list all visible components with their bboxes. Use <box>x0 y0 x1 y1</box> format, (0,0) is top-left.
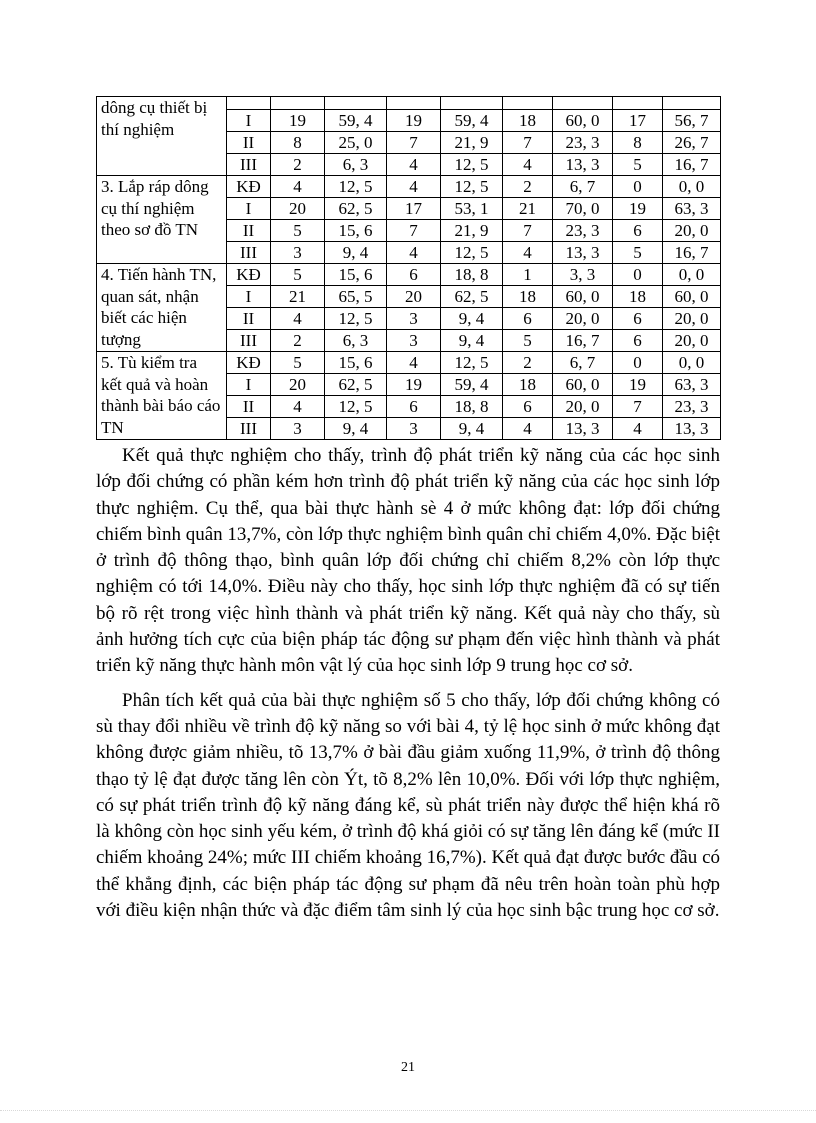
count-cell: 2 <box>503 176 553 198</box>
percent-cell: 25, 0 <box>325 132 387 154</box>
count-cell: 4 <box>503 154 553 176</box>
table-row <box>97 176 721 198</box>
percent-cell: 3, 3 <box>553 264 613 286</box>
level-cell <box>227 97 271 110</box>
percent-cell: 18, 8 <box>441 264 503 286</box>
percent-cell: 62, 5 <box>325 198 387 220</box>
count-cell: 3 <box>387 418 441 440</box>
count-cell: 18 <box>503 110 553 132</box>
percent-cell: 63, 3 <box>663 374 721 396</box>
count-cell: 7 <box>503 132 553 154</box>
criterion-cell: 5. Tù kiểm tra kết quả và hoàn thành bài báo cáo TN <box>97 352 227 440</box>
percent-cell: 23, 3 <box>663 396 721 418</box>
count-cell: 7 <box>503 220 553 242</box>
count-cell: 17 <box>613 110 663 132</box>
page-number: 21 <box>401 1060 415 1075</box>
count-cell: 6 <box>613 220 663 242</box>
count-cell: 19 <box>387 110 441 132</box>
percent-cell: 15, 6 <box>325 264 387 286</box>
level-cell: III <box>227 330 271 352</box>
count-cell: 20 <box>387 286 441 308</box>
percent-cell: 56, 7 <box>663 110 721 132</box>
level-cell: II <box>227 308 271 330</box>
results-table <box>96 96 721 440</box>
paragraph: Kết quả thực nghiệm cho thấy, trình độ phát triển kỹ năng của các học sinh lớp đối chứng có phần kém hơn trình độ phát triển kỹ năng của các học sinh lớp thực nghiệm. Cụ thể, qua bài thực hành sè 4 ở mức không đạt: lớp đối chứng chiếm bình quân 13,7%, còn lớp thực nghiệm bình quân chỉ chiếm 4,0%. Đặc biệt ở trình độ thông thạo, bình quân lớp đối chứng chỉ chiếm 8,2% còn lớp thực nghiệm có tới 14,0%. Điều này cho thấy, học sinh lớp thực nghiệm đã có sự tiến bộ rõ rệt trong việc hình thành và phát triển kỹ năng. Kết quả này cho thấy, sù ảnh hưởng tích cực của biện pháp tác động sư phạm đến việc hình thành và phát triển kỹ năng thực hành môn vật lý của học sinh lớp 9 trung học cơ sở. <box>96 445 720 677</box>
count-cell: 0 <box>613 264 663 286</box>
table-row <box>97 352 721 374</box>
count-cell: 2 <box>503 352 553 374</box>
level-cell: III <box>227 242 271 264</box>
level-cell: II <box>227 220 271 242</box>
level-cell: I <box>227 286 271 308</box>
count-cell: 2 <box>271 154 325 176</box>
percent-cell: 6, 7 <box>553 176 613 198</box>
count-cell: 3 <box>387 308 441 330</box>
percent-cell <box>325 97 387 110</box>
count-cell: 6 <box>503 396 553 418</box>
count-cell: 1 <box>503 264 553 286</box>
count-cell: 5 <box>613 154 663 176</box>
table-row <box>97 97 721 110</box>
count-cell: 7 <box>387 220 441 242</box>
count-cell <box>271 97 325 110</box>
count-cell: 4 <box>613 418 663 440</box>
paragraph: Phân tích kết quả của bài thực nghiệm số 5 cho thấy, lớp đối chứng không có sù thay đổi nhiều về trình độ kỹ năng so với bài 4, tỷ lệ học sinh ở mức không đạt không được giảm nhiều, tõ 13,7% ở bài đầu giảm xuống 11,9%, ở trình độ thông thạo tỷ lệ đạt được tăng lên còn Ýt, tõ 8,2% lên 10,0%. Đối với lớp thực nghiệm, có sự phát triển trình độ kỹ năng đáng kể, sù phát triển này được thể hiện khá rõ là không còn học sinh yếu kém, ở trình độ khá giỏi có sự tăng lên đáng kể (mức II chiếm khoảng 24%; mức III chiếm khoảng 16,7%). Kết quả đạt được bước đầu có thể khẳng định, các biện pháp tác động sư phạm đã nêu trên hoàn toàn phù hợp với điều kiện nhận thức và đặc điểm tâm sinh lý của học sinh bậc trung học cơ sở. <box>96 689 720 922</box>
count-cell: 0 <box>613 176 663 198</box>
percent-cell: 21, 9 <box>441 132 503 154</box>
count-cell: 7 <box>387 132 441 154</box>
count-cell: 4 <box>387 154 441 176</box>
count-cell: 4 <box>271 396 325 418</box>
body-text <box>96 443 720 932</box>
percent-cell: 13, 3 <box>553 242 613 264</box>
count-cell: 21 <box>503 198 553 220</box>
percent-cell: 6, 3 <box>325 330 387 352</box>
count-cell: 20 <box>271 374 325 396</box>
count-cell: 4 <box>503 418 553 440</box>
percent-cell: 9, 4 <box>325 242 387 264</box>
results-table-body <box>97 97 721 440</box>
count-cell: 0 <box>613 352 663 374</box>
percent-cell: 12, 5 <box>441 352 503 374</box>
percent-cell: 16, 7 <box>663 242 721 264</box>
percent-cell: 9, 4 <box>441 308 503 330</box>
percent-cell: 12, 5 <box>441 176 503 198</box>
count-cell: 5 <box>503 330 553 352</box>
percent-cell: 0, 0 <box>663 352 721 374</box>
count-cell: 3 <box>271 418 325 440</box>
count-cell: 6 <box>613 308 663 330</box>
count-cell: 4 <box>387 352 441 374</box>
percent-cell: 21, 9 <box>441 220 503 242</box>
percent-cell: 12, 5 <box>325 396 387 418</box>
count-cell: 8 <box>271 132 325 154</box>
level-cell: II <box>227 132 271 154</box>
count-cell <box>613 97 663 110</box>
count-cell: 19 <box>387 374 441 396</box>
count-cell: 5 <box>271 264 325 286</box>
level-cell: KĐ <box>227 352 271 374</box>
percent-cell: 12, 5 <box>325 308 387 330</box>
percent-cell: 62, 5 <box>325 374 387 396</box>
count-cell: 6 <box>387 264 441 286</box>
percent-cell: 60, 0 <box>553 286 613 308</box>
footer-divider <box>0 1110 816 1111</box>
percent-cell: 23, 3 <box>553 220 613 242</box>
percent-cell: 15, 6 <box>325 220 387 242</box>
count-cell: 19 <box>271 110 325 132</box>
percent-cell: 12, 5 <box>441 242 503 264</box>
percent-cell: 0, 0 <box>663 264 721 286</box>
percent-cell: 65, 5 <box>325 286 387 308</box>
percent-cell <box>663 97 721 110</box>
level-cell: KĐ <box>227 176 271 198</box>
level-cell: III <box>227 418 271 440</box>
count-cell: 4 <box>387 242 441 264</box>
percent-cell: 16, 7 <box>663 154 721 176</box>
percent-cell <box>553 97 613 110</box>
percent-cell: 18, 8 <box>441 396 503 418</box>
percent-cell: 16, 7 <box>553 330 613 352</box>
percent-cell: 63, 3 <box>663 198 721 220</box>
percent-cell: 59, 4 <box>441 110 503 132</box>
percent-cell: 26, 7 <box>663 132 721 154</box>
count-cell: 3 <box>387 330 441 352</box>
percent-cell: 20, 0 <box>663 220 721 242</box>
percent-cell: 12, 5 <box>441 154 503 176</box>
count-cell: 2 <box>271 330 325 352</box>
count-cell: 3 <box>271 242 325 264</box>
count-cell: 6 <box>613 330 663 352</box>
percent-cell: 9, 4 <box>325 418 387 440</box>
percent-cell: 6, 7 <box>553 352 613 374</box>
percent-cell: 60, 0 <box>663 286 721 308</box>
percent-cell: 20, 0 <box>553 396 613 418</box>
count-cell: 6 <box>387 396 441 418</box>
percent-cell: 59, 4 <box>325 110 387 132</box>
count-cell: 19 <box>613 374 663 396</box>
count-cell <box>387 97 441 110</box>
percent-cell <box>441 97 503 110</box>
criterion-cell: 3. Lắp ráp dông cụ thí nghiệm theo sơ đồ TN <box>97 176 227 264</box>
percent-cell: 9, 4 <box>441 418 503 440</box>
criterion-cell: dông cụ thiết bị thí nghiệm <box>97 97 227 176</box>
count-cell: 4 <box>271 176 325 198</box>
count-cell: 4 <box>271 308 325 330</box>
count-cell: 18 <box>613 286 663 308</box>
percent-cell: 13, 3 <box>553 418 613 440</box>
level-cell: I <box>227 110 271 132</box>
percent-cell: 20, 0 <box>553 308 613 330</box>
table-row <box>97 264 721 286</box>
count-cell: 5 <box>271 220 325 242</box>
percent-cell: 62, 5 <box>441 286 503 308</box>
count-cell: 17 <box>387 198 441 220</box>
level-cell: II <box>227 396 271 418</box>
percent-cell: 53, 1 <box>441 198 503 220</box>
count-cell: 21 <box>271 286 325 308</box>
percent-cell: 70, 0 <box>553 198 613 220</box>
level-cell: III <box>227 154 271 176</box>
count-cell: 8 <box>613 132 663 154</box>
percent-cell: 0, 0 <box>663 176 721 198</box>
level-cell: I <box>227 374 271 396</box>
percent-cell: 60, 0 <box>553 110 613 132</box>
count-cell: 19 <box>613 198 663 220</box>
count-cell: 6 <box>503 308 553 330</box>
count-cell: 4 <box>503 242 553 264</box>
percent-cell: 59, 4 <box>441 374 503 396</box>
percent-cell: 6, 3 <box>325 154 387 176</box>
count-cell: 4 <box>387 176 441 198</box>
count-cell <box>503 97 553 110</box>
count-cell: 20 <box>271 198 325 220</box>
percent-cell: 12, 5 <box>325 176 387 198</box>
percent-cell: 15, 6 <box>325 352 387 374</box>
percent-cell: 60, 0 <box>553 374 613 396</box>
count-cell: 18 <box>503 374 553 396</box>
percent-cell: 9, 4 <box>441 330 503 352</box>
percent-cell: 23, 3 <box>553 132 613 154</box>
count-cell: 5 <box>613 242 663 264</box>
percent-cell: 20, 0 <box>663 330 721 352</box>
criterion-cell: 4. Tiến hành TN, quan sát, nhận biết các hiện tượng <box>97 264 227 352</box>
percent-cell: 20, 0 <box>663 308 721 330</box>
percent-cell: 13, 3 <box>553 154 613 176</box>
count-cell: 18 <box>503 286 553 308</box>
level-cell: KĐ <box>227 264 271 286</box>
count-cell: 7 <box>613 396 663 418</box>
percent-cell: 13, 3 <box>663 418 721 440</box>
count-cell: 5 <box>271 352 325 374</box>
level-cell: I <box>227 198 271 220</box>
